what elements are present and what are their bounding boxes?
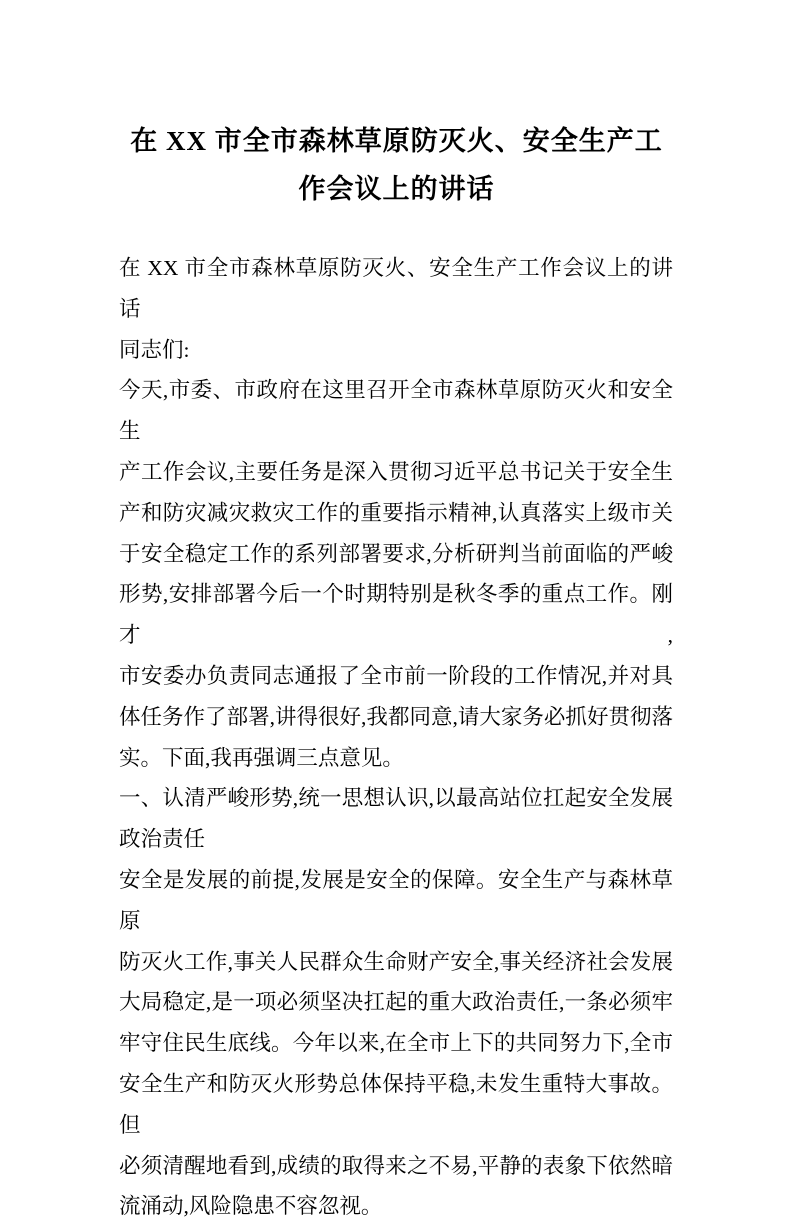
body-line: 形势,安排部署今后一个时期特别是秋冬季的重点工作。刚才, xyxy=(119,582,673,648)
title-line-1: 在 XX 市全市森林草原防灭火、安全生产工 xyxy=(130,126,663,156)
body-line: 实。下面,我再强调三点意见。 xyxy=(119,745,404,770)
body-line: 牢守住民生底线。今年以来,在全市上下的共同努力下,全市 xyxy=(119,1031,673,1056)
body-line: 产工作会议,主要任务是深入贯彻习近平总书记关于安全生 xyxy=(119,459,673,484)
body-line: 同志们: xyxy=(119,337,190,362)
body-line: 一、认清严峻形势,统一思想认识,以最高站位扛起安全发展 xyxy=(119,786,673,811)
body-line: 防灭火工作,事关人民群众生命财产安全,事关经济社会发展 xyxy=(119,949,673,974)
body-line: 于安全稳定工作的系列部署要求,分析研判当前面临的严峻 xyxy=(119,541,673,566)
title-line-2: 作会议上的讲话 xyxy=(298,174,495,204)
body-line: 大局稳定,是一项必须坚决扛起的重大政治责任,一条必须牢 xyxy=(119,990,673,1015)
body-line: 今天,市委、市政府在这里召开全市森林草原防灭火和安全生 xyxy=(119,378,673,444)
body-line: 体任务作了部署,讲得很好,我都同意,请大家务必抓好贯彻落 xyxy=(119,704,673,729)
body-line: 市安委办负责同志通报了全市前一阶段的工作情况,并对具 xyxy=(119,663,673,688)
body-line: 产和防灾减灾救灾工作的重要指示精神,认真落实上级市关 xyxy=(119,500,673,525)
document-title xyxy=(119,117,674,213)
body-line: 流涌动,风险隐患不容忽视。 xyxy=(119,1194,383,1219)
document-body xyxy=(119,248,673,1227)
body-line: 必须清醒地看到,成绩的取得来之不易,平静的表象下依然暗 xyxy=(119,1153,673,1178)
body-line: 安全是发展的前提,发展是安全的保障。安全生产与森林草原 xyxy=(119,867,673,933)
body-line: 政治责任 xyxy=(119,827,206,852)
body-line: 在 XX 市全市森林草原防灭火、安全生产工作会议上的讲话 xyxy=(119,256,673,321)
body-line: 安全生产和防灭火形势总体保持平稳,未发生重特大事故。但 xyxy=(119,1071,673,1137)
